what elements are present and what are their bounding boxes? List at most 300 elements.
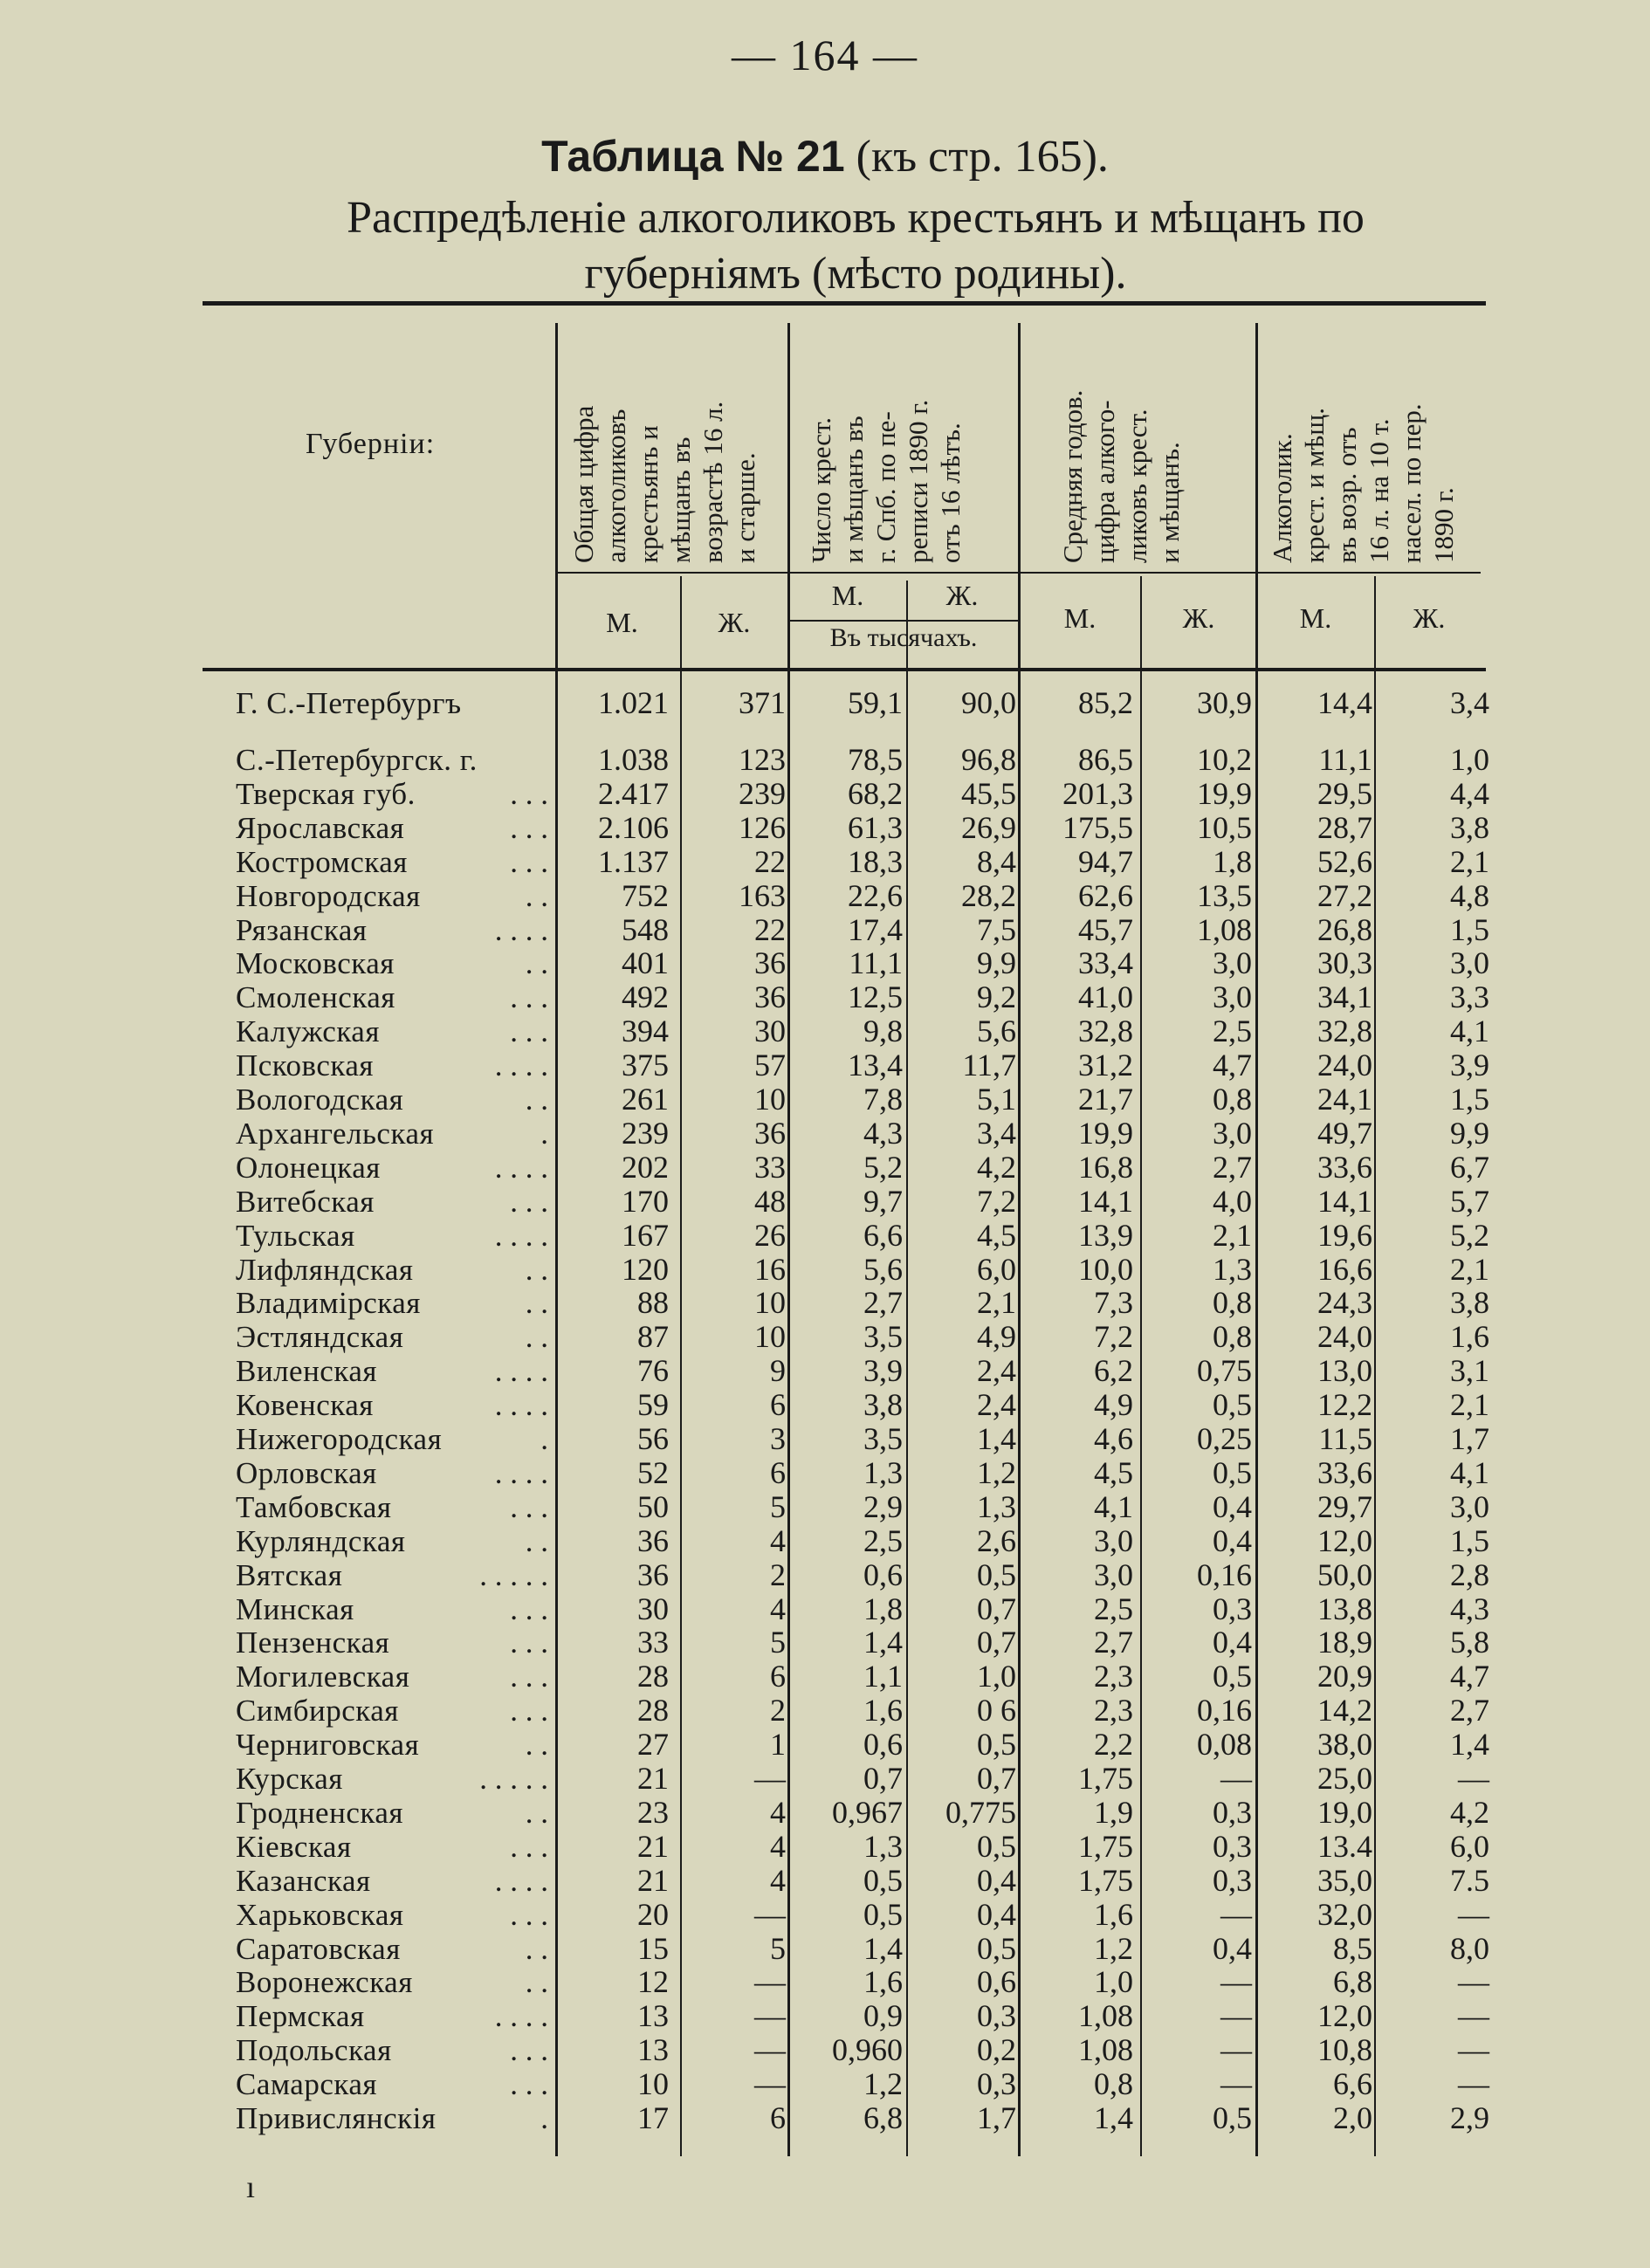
table-cell: 1,7 bbox=[1450, 1421, 1489, 1456]
table-cell: 68,2 bbox=[848, 775, 903, 811]
table-cell: 167 bbox=[622, 1217, 669, 1253]
table-cell: 30 bbox=[637, 1591, 669, 1626]
header-population bbox=[805, 400, 966, 563]
leader-dots: . . . bbox=[510, 810, 548, 845]
gubernia-name: Гродненская bbox=[236, 1795, 403, 1830]
table-cell: 59 bbox=[637, 1387, 669, 1423]
table-cell: 20 bbox=[637, 1896, 669, 1932]
table-cell: 13,0 bbox=[1317, 1353, 1372, 1389]
table-cell: 30 bbox=[754, 1014, 786, 1049]
table-cell: 752 bbox=[622, 877, 669, 913]
table-cell: 38,0 bbox=[1317, 1727, 1372, 1763]
leader-dots: . . bbox=[525, 1795, 548, 1830]
table-cell: 1,3 bbox=[977, 1488, 1016, 1524]
table-cell: 4,2 bbox=[1450, 1794, 1489, 1830]
table-cell: 25,0 bbox=[1317, 1761, 1372, 1796]
table-cell: 3,0 bbox=[1213, 945, 1252, 981]
top-rule bbox=[203, 301, 1486, 306]
table-cell: 4,5 bbox=[1094, 1454, 1133, 1490]
table-cell: 17,4 bbox=[848, 911, 903, 947]
table-cell: 0,75 bbox=[1197, 1353, 1252, 1389]
table-cell: 9,8 bbox=[863, 1014, 903, 1049]
header-line: Число крест. bbox=[806, 416, 836, 563]
table-cell: 87 bbox=[637, 1319, 669, 1355]
gubernia-name: Архангельская bbox=[236, 1116, 435, 1151]
table-cell: 13,9 bbox=[1078, 1217, 1133, 1253]
table-cell: 5,2 bbox=[1450, 1217, 1489, 1253]
leader-dots: . . bbox=[525, 1320, 548, 1355]
table-cell: 3,1 bbox=[1450, 1353, 1489, 1389]
table-cell: 2,1 bbox=[1450, 843, 1489, 879]
table-cell: 1,2 bbox=[1094, 1930, 1133, 1966]
header-line: ликовъ крест. bbox=[1122, 409, 1152, 563]
table-row bbox=[0, 2067, 1650, 2101]
table-cell: 0,6 bbox=[863, 1557, 903, 1592]
table-cell: 26,9 bbox=[961, 809, 1016, 845]
gubernia-name: Тверская губ. bbox=[236, 776, 416, 811]
gubernia-name: Орловская bbox=[236, 1455, 377, 1490]
header-line: 16 л. на 10 т. bbox=[1364, 418, 1394, 563]
table-cell: 0,16 bbox=[1197, 1557, 1252, 1592]
table-cell: 1,0 bbox=[1450, 742, 1489, 777]
table-row bbox=[0, 1932, 1650, 1966]
table-cell: — bbox=[1458, 1761, 1489, 1796]
table-row bbox=[0, 1728, 1650, 1762]
header-line: и мѣщанъ. bbox=[1154, 442, 1185, 563]
table-cell: 6,6 bbox=[1333, 2066, 1372, 2102]
table-title-ref: (къ стр. 165). bbox=[856, 132, 1109, 182]
gubernia-name: Харьковская bbox=[236, 1897, 404, 1932]
table-cell: 0,3 bbox=[1213, 1794, 1252, 1830]
table-cell: 0,5 bbox=[863, 1862, 903, 1898]
header-zh: Ж. bbox=[1413, 602, 1446, 634]
gubernia-name: Могилевская bbox=[236, 1660, 410, 1694]
table-row bbox=[0, 1219, 1650, 1253]
table-cell: 2.417 bbox=[598, 775, 669, 811]
subtitle-line-2: губерніямъ (мѣсто родины). bbox=[584, 249, 1127, 299]
table-row bbox=[0, 1422, 1650, 1456]
header-line: Алкоголик. bbox=[1267, 433, 1297, 563]
table-cell: 1.038 bbox=[598, 742, 669, 777]
table-cell: 4,2 bbox=[977, 1149, 1016, 1185]
table-cell: 28,2 bbox=[961, 877, 1016, 913]
page-number: — 164 — bbox=[732, 31, 918, 79]
table-subtitle bbox=[175, 190, 1537, 302]
table-cell: 23 bbox=[637, 1794, 669, 1830]
table-cell: 50,0 bbox=[1317, 1557, 1372, 1592]
table-cell: 3,0 bbox=[1213, 1115, 1252, 1151]
table-cell: 1,75 bbox=[1078, 1761, 1133, 1796]
leader-dots: . bbox=[540, 1116, 548, 1151]
table-cell: — bbox=[1220, 1761, 1252, 1796]
table-cell: 11,1 bbox=[849, 945, 903, 981]
table-cell: 3,0 bbox=[1213, 979, 1252, 1015]
gubernia-name: Эстляндская bbox=[236, 1320, 404, 1355]
table-cell: 4 bbox=[770, 1522, 786, 1558]
table-cell: 5 bbox=[770, 1930, 786, 1966]
table-cell: 4 bbox=[770, 1862, 786, 1898]
table-cell: 3,9 bbox=[863, 1353, 903, 1389]
table-cell: 1,08 bbox=[1197, 911, 1252, 947]
leader-dots: . . bbox=[525, 946, 548, 981]
gubernia-name: Тамбовская bbox=[236, 1489, 392, 1524]
table-cell: 1,08 bbox=[1078, 1998, 1133, 2034]
table-cell: — bbox=[754, 2066, 786, 2102]
gubernia-name: Рязанская bbox=[236, 912, 368, 947]
header-line: насел. по пер. bbox=[1396, 403, 1427, 563]
leader-dots: . . . bbox=[510, 2033, 548, 2068]
gubernia-name: Пермская bbox=[236, 1999, 365, 2034]
table-cell: 371 bbox=[739, 685, 786, 720]
table-cell: 2,5 bbox=[863, 1522, 903, 1558]
table-cell: 1,5 bbox=[1450, 1522, 1489, 1558]
table-cell: — bbox=[1220, 2066, 1252, 2102]
table-cell: 0,3 bbox=[977, 2066, 1016, 2102]
table-cell: 2,4 bbox=[977, 1387, 1016, 1423]
table-cell: 492 bbox=[622, 979, 669, 1015]
leader-dots: . . . bbox=[510, 1489, 548, 1524]
table-cell: 175,5 bbox=[1062, 809, 1133, 845]
gubernia-name: Московская bbox=[236, 946, 395, 981]
table-cell: 32,0 bbox=[1317, 1896, 1372, 1932]
table-cell: 3,9 bbox=[1450, 1048, 1489, 1083]
table-cell: 1,3 bbox=[1213, 1251, 1252, 1287]
table-cell: 96,8 bbox=[961, 742, 1016, 777]
table-cell: 6,2 bbox=[1094, 1353, 1133, 1389]
table-cell: 0,4 bbox=[1213, 1625, 1252, 1660]
table-cell: 6,6 bbox=[863, 1217, 903, 1253]
leader-dots: . . . bbox=[510, 844, 548, 879]
table-cell: 27 bbox=[637, 1727, 669, 1763]
table-row bbox=[0, 1286, 1650, 1320]
table-cell: 0,5 bbox=[863, 1896, 903, 1932]
table-cell: 3 bbox=[770, 1421, 786, 1456]
table-cell: 85,2 bbox=[1078, 685, 1133, 720]
table-cell: 2,9 bbox=[863, 1488, 903, 1524]
table-cell: 11,5 bbox=[1318, 1421, 1372, 1456]
table-cell: — bbox=[1458, 1896, 1489, 1932]
table-cell: 29,7 bbox=[1317, 1488, 1372, 1524]
gubernia-name: Псковская bbox=[236, 1048, 375, 1083]
table-cell: 1,0 bbox=[977, 1659, 1016, 1694]
header-line: Средняя годов. bbox=[1057, 389, 1088, 563]
table-cell: 0,5 bbox=[977, 1557, 1016, 1592]
table-cell: 1,6 bbox=[863, 1693, 903, 1728]
table-cell: 0,25 bbox=[1197, 1421, 1252, 1456]
table-cell: 1,1 bbox=[863, 1659, 903, 1694]
table-row bbox=[0, 1456, 1650, 1490]
table-row bbox=[0, 1864, 1650, 1898]
table-cell: 1,4 bbox=[1450, 1727, 1489, 1763]
table-cell: 2,2 bbox=[1094, 1727, 1133, 1763]
table-cell: 3,0 bbox=[1450, 1488, 1489, 1524]
table-cell: 32,8 bbox=[1317, 1014, 1372, 1049]
table-cell: 20,9 bbox=[1317, 1659, 1372, 1694]
table-cell: 261 bbox=[622, 1082, 669, 1117]
table-cell: 6 bbox=[770, 2100, 786, 2135]
table-cell: 0,7 bbox=[977, 1591, 1016, 1626]
table-cell: 36 bbox=[754, 945, 786, 981]
gubernia-name: Курская bbox=[236, 1762, 343, 1796]
table-row bbox=[0, 1558, 1650, 1592]
table-cell: 4,1 bbox=[1450, 1014, 1489, 1049]
table-cell: 239 bbox=[622, 1115, 669, 1151]
table-cell: 0,6 bbox=[863, 1727, 903, 1763]
header-line: реписи 1890 г. bbox=[903, 399, 933, 563]
leader-dots: . . . . . bbox=[479, 1557, 548, 1592]
table-cell: 2 bbox=[770, 1557, 786, 1592]
table-cell: 4,5 bbox=[977, 1217, 1016, 1253]
leader-dots: . . bbox=[525, 1286, 548, 1321]
table-cell: 1,75 bbox=[1078, 1828, 1133, 1864]
table-cell: 11,1 bbox=[1318, 742, 1372, 777]
table-cell: 6,0 bbox=[977, 1251, 1016, 1287]
table-cell: 2,7 bbox=[1213, 1149, 1252, 1185]
table-cell: 13,8 bbox=[1317, 1591, 1372, 1626]
table-cell: 394 bbox=[622, 1014, 669, 1049]
table-cell: 3,8 bbox=[1450, 1285, 1489, 1321]
table-cell: 0 6 bbox=[977, 1693, 1016, 1728]
table-row bbox=[0, 1999, 1650, 2033]
header-line: алкоголиковъ bbox=[601, 409, 631, 563]
table-cell: 4 bbox=[770, 1828, 786, 1864]
table-cell: 1,2 bbox=[977, 1454, 1016, 1490]
header-line: въ возр. отъ bbox=[1331, 427, 1362, 563]
table-cell: 45,7 bbox=[1078, 911, 1133, 947]
table-cell: 94,7 bbox=[1078, 843, 1133, 879]
table-cell: 10,0 bbox=[1078, 1251, 1133, 1287]
table-row bbox=[0, 686, 1650, 720]
table-cell: 11,7 bbox=[962, 1048, 1016, 1083]
table-cell: 0,8 bbox=[1213, 1082, 1252, 1117]
table-cell: 0,3 bbox=[1213, 1862, 1252, 1898]
leader-dots: . . . bbox=[510, 1829, 548, 1864]
table-row bbox=[0, 1354, 1650, 1388]
table-cell: 14,1 bbox=[1078, 1183, 1133, 1219]
table-cell: — bbox=[1458, 2066, 1489, 2102]
table-cell: 21 bbox=[637, 1761, 669, 1796]
table-cell: 0,5 bbox=[977, 1828, 1016, 1864]
table-cell: 8,5 bbox=[1333, 1930, 1372, 1966]
table-cell: 1,8 bbox=[863, 1591, 903, 1626]
header-line: возрастѣ 16 л. bbox=[698, 401, 728, 563]
table-cell: 0,6 bbox=[977, 1964, 1016, 2000]
header-bottom-rule bbox=[203, 668, 1486, 671]
table-cell: 21 bbox=[637, 1828, 669, 1864]
table-cell: 0,2 bbox=[977, 2032, 1016, 2068]
table-cell: 28,7 bbox=[1317, 809, 1372, 845]
table-cell: 19,0 bbox=[1317, 1794, 1372, 1830]
table-cell: 239 bbox=[739, 775, 786, 811]
table-cell: 22,6 bbox=[848, 877, 903, 913]
leader-dots: . . . bbox=[510, 1897, 548, 1932]
table-cell: 1,4 bbox=[1094, 2100, 1133, 2135]
table-cell: 0,7 bbox=[863, 1761, 903, 1796]
leader-dots: . . . . bbox=[494, 1388, 548, 1423]
table-cell: 12 bbox=[637, 1964, 669, 2000]
table-cell: 14,4 bbox=[1317, 685, 1372, 720]
table-row bbox=[0, 1625, 1650, 1660]
table-row bbox=[0, 913, 1650, 947]
table-cell: 7,5 bbox=[977, 911, 1016, 947]
table-cell: 86,5 bbox=[1078, 742, 1133, 777]
table-row bbox=[0, 1762, 1650, 1796]
table-cell: 10 bbox=[637, 2066, 669, 2102]
table-cell: 548 bbox=[622, 911, 669, 947]
table-row bbox=[0, 1014, 1650, 1048]
table-cell: 2,1 bbox=[977, 1285, 1016, 1321]
table-cell: 201,3 bbox=[1062, 775, 1133, 811]
table-cell: 18,3 bbox=[848, 843, 903, 879]
header-zh: Ж. bbox=[718, 607, 751, 638]
table-cell: 35,0 bbox=[1317, 1862, 1372, 1898]
table-cell: 1,6 bbox=[863, 1964, 903, 2000]
table-cell: 4,8 bbox=[1450, 877, 1489, 913]
table-cell: 126 bbox=[739, 809, 786, 845]
table-cell: 3,5 bbox=[863, 1319, 903, 1355]
table-cell: 6,8 bbox=[863, 2100, 903, 2135]
table-title-bold: Таблица № 21 bbox=[541, 132, 845, 181]
table-cell: 0,5 bbox=[1213, 2100, 1252, 2135]
table-cell: — bbox=[1220, 1896, 1252, 1932]
table-cell: 24,3 bbox=[1317, 1285, 1372, 1321]
table-cell: 88 bbox=[637, 1285, 669, 1321]
table-cell: 4,4 bbox=[1450, 775, 1489, 811]
table-cell: 3,8 bbox=[1450, 809, 1489, 845]
gubernia-name: Пензенская bbox=[236, 1625, 390, 1660]
gubernia-name: Виленская bbox=[236, 1354, 377, 1389]
table-cell: 2,6 bbox=[977, 1522, 1016, 1558]
table-cell: 50 bbox=[637, 1488, 669, 1524]
leader-dots: . . bbox=[525, 1728, 548, 1763]
table-cell: 5,7 bbox=[1450, 1183, 1489, 1219]
table-row bbox=[0, 1490, 1650, 1524]
gubernia-name: Казанская bbox=[236, 1863, 371, 1898]
table-cell: 0,8 bbox=[1213, 1319, 1252, 1355]
table-cell: 76 bbox=[637, 1353, 669, 1389]
table-cell: 0,4 bbox=[1213, 1522, 1252, 1558]
table-cell: 52 bbox=[637, 1454, 669, 1490]
table-cell: 16 bbox=[754, 1251, 786, 1287]
table-cell: 6,0 bbox=[1450, 1828, 1489, 1864]
table-cell: 16,6 bbox=[1317, 1251, 1372, 1287]
table-cell: 61,3 bbox=[848, 809, 903, 845]
leader-dots: . . . . bbox=[494, 912, 548, 947]
table-cell: 12,0 bbox=[1317, 1998, 1372, 2034]
table-cell: 1 bbox=[770, 1727, 786, 1763]
table-row bbox=[0, 1694, 1650, 1728]
table-row bbox=[0, 2101, 1650, 2135]
thousands-rule bbox=[787, 620, 1018, 622]
table-cell: 33,6 bbox=[1317, 1454, 1372, 1490]
header-zh: Ж. bbox=[1182, 602, 1215, 634]
table-cell: 36 bbox=[637, 1557, 669, 1592]
leader-dots: . . . . bbox=[494, 1218, 548, 1253]
table-cell: 62,6 bbox=[1078, 877, 1133, 913]
table-cell: 33 bbox=[754, 1149, 786, 1185]
table-cell: — bbox=[754, 1964, 786, 2000]
leader-dots: . . bbox=[525, 1965, 548, 2000]
gubernia-name: Смоленская bbox=[236, 980, 395, 1015]
table-cell: 4,9 bbox=[1094, 1387, 1133, 1423]
table-cell: 0,4 bbox=[1213, 1488, 1252, 1524]
header-line: крестьянъ и bbox=[633, 425, 663, 563]
table-row bbox=[0, 1151, 1650, 1185]
table-cell: 2,0 bbox=[1333, 2100, 1372, 2135]
table-cell: 7.5 bbox=[1450, 1862, 1489, 1898]
table-cell: 36 bbox=[754, 1115, 786, 1151]
table-cell: 6 bbox=[770, 1659, 786, 1694]
table-cell: 31,2 bbox=[1078, 1048, 1133, 1083]
leader-dots: . . bbox=[525, 1931, 548, 1966]
table-cell: 2,1 bbox=[1450, 1387, 1489, 1423]
table-cell: 7,8 bbox=[863, 1082, 903, 1117]
header-subrule bbox=[555, 572, 1481, 574]
table-cell: 10 bbox=[754, 1319, 786, 1355]
table-cell: 33,6 bbox=[1317, 1149, 1372, 1185]
table-cell: 5,1 bbox=[977, 1082, 1016, 1117]
table-cell: 0,5 bbox=[1213, 1454, 1252, 1490]
table-cell: 9,9 bbox=[977, 945, 1016, 981]
table-row bbox=[0, 777, 1650, 811]
table-row bbox=[0, 1592, 1650, 1626]
table-cell: 1,75 bbox=[1078, 1862, 1133, 1898]
gubernia-name: С.-Петербургск. г. bbox=[236, 743, 478, 777]
leader-dots: . bbox=[540, 2101, 548, 2135]
leader-dots: . . bbox=[525, 1252, 548, 1287]
table-cell: 2,3 bbox=[1094, 1659, 1133, 1694]
leader-dots: . . . . . bbox=[479, 1762, 548, 1796]
table-row bbox=[0, 1965, 1650, 1999]
table-cell: 26 bbox=[754, 1217, 786, 1253]
table-cell: 7,3 bbox=[1094, 1285, 1133, 1321]
table-cell: 24,1 bbox=[1317, 1082, 1372, 1117]
leader-dots: . bbox=[540, 1422, 548, 1456]
leader-dots: . . . . bbox=[494, 1455, 548, 1490]
table-cell: 52,6 bbox=[1317, 843, 1372, 879]
table-cell: 2,3 bbox=[1094, 1693, 1133, 1728]
table-cell: 4,6 bbox=[1094, 1421, 1133, 1456]
leader-dots: . . . bbox=[510, 1014, 548, 1049]
leader-dots: . . bbox=[525, 878, 548, 913]
table-cell: 56 bbox=[637, 1421, 669, 1456]
table-row bbox=[0, 2033, 1650, 2067]
table-cell: 2,5 bbox=[1094, 1591, 1133, 1626]
table-cell: 1,6 bbox=[1450, 1319, 1489, 1355]
table-cell: 10,8 bbox=[1317, 2032, 1372, 2068]
table-row bbox=[0, 1830, 1650, 1864]
table-cell: 5,6 bbox=[863, 1251, 903, 1287]
table-cell: 9,7 bbox=[863, 1183, 903, 1219]
table-cell: 18,9 bbox=[1317, 1625, 1372, 1660]
table-cell: 13 bbox=[637, 1998, 669, 2034]
table-cell: 10,2 bbox=[1197, 742, 1252, 777]
table-cell: 1,3 bbox=[863, 1454, 903, 1490]
table-cell: — bbox=[754, 1761, 786, 1796]
leader-dots: . . . bbox=[510, 1660, 548, 1694]
header-line: и мѣщанъ въ bbox=[838, 416, 869, 563]
table-cell: 1,08 bbox=[1078, 2032, 1133, 2068]
table-cell: 4,9 bbox=[977, 1319, 1016, 1355]
table-cell: 0,5 bbox=[977, 1727, 1016, 1763]
table-cell: — bbox=[754, 1896, 786, 1932]
table-cell: 1.137 bbox=[598, 843, 669, 879]
table-cell: 21,7 bbox=[1078, 1082, 1133, 1117]
table-cell: 3,0 bbox=[1450, 945, 1489, 981]
table-cell: 1,0 bbox=[1094, 1964, 1133, 2000]
table-cell: 26,8 bbox=[1317, 911, 1372, 947]
leader-dots: . . . . bbox=[494, 1354, 548, 1389]
